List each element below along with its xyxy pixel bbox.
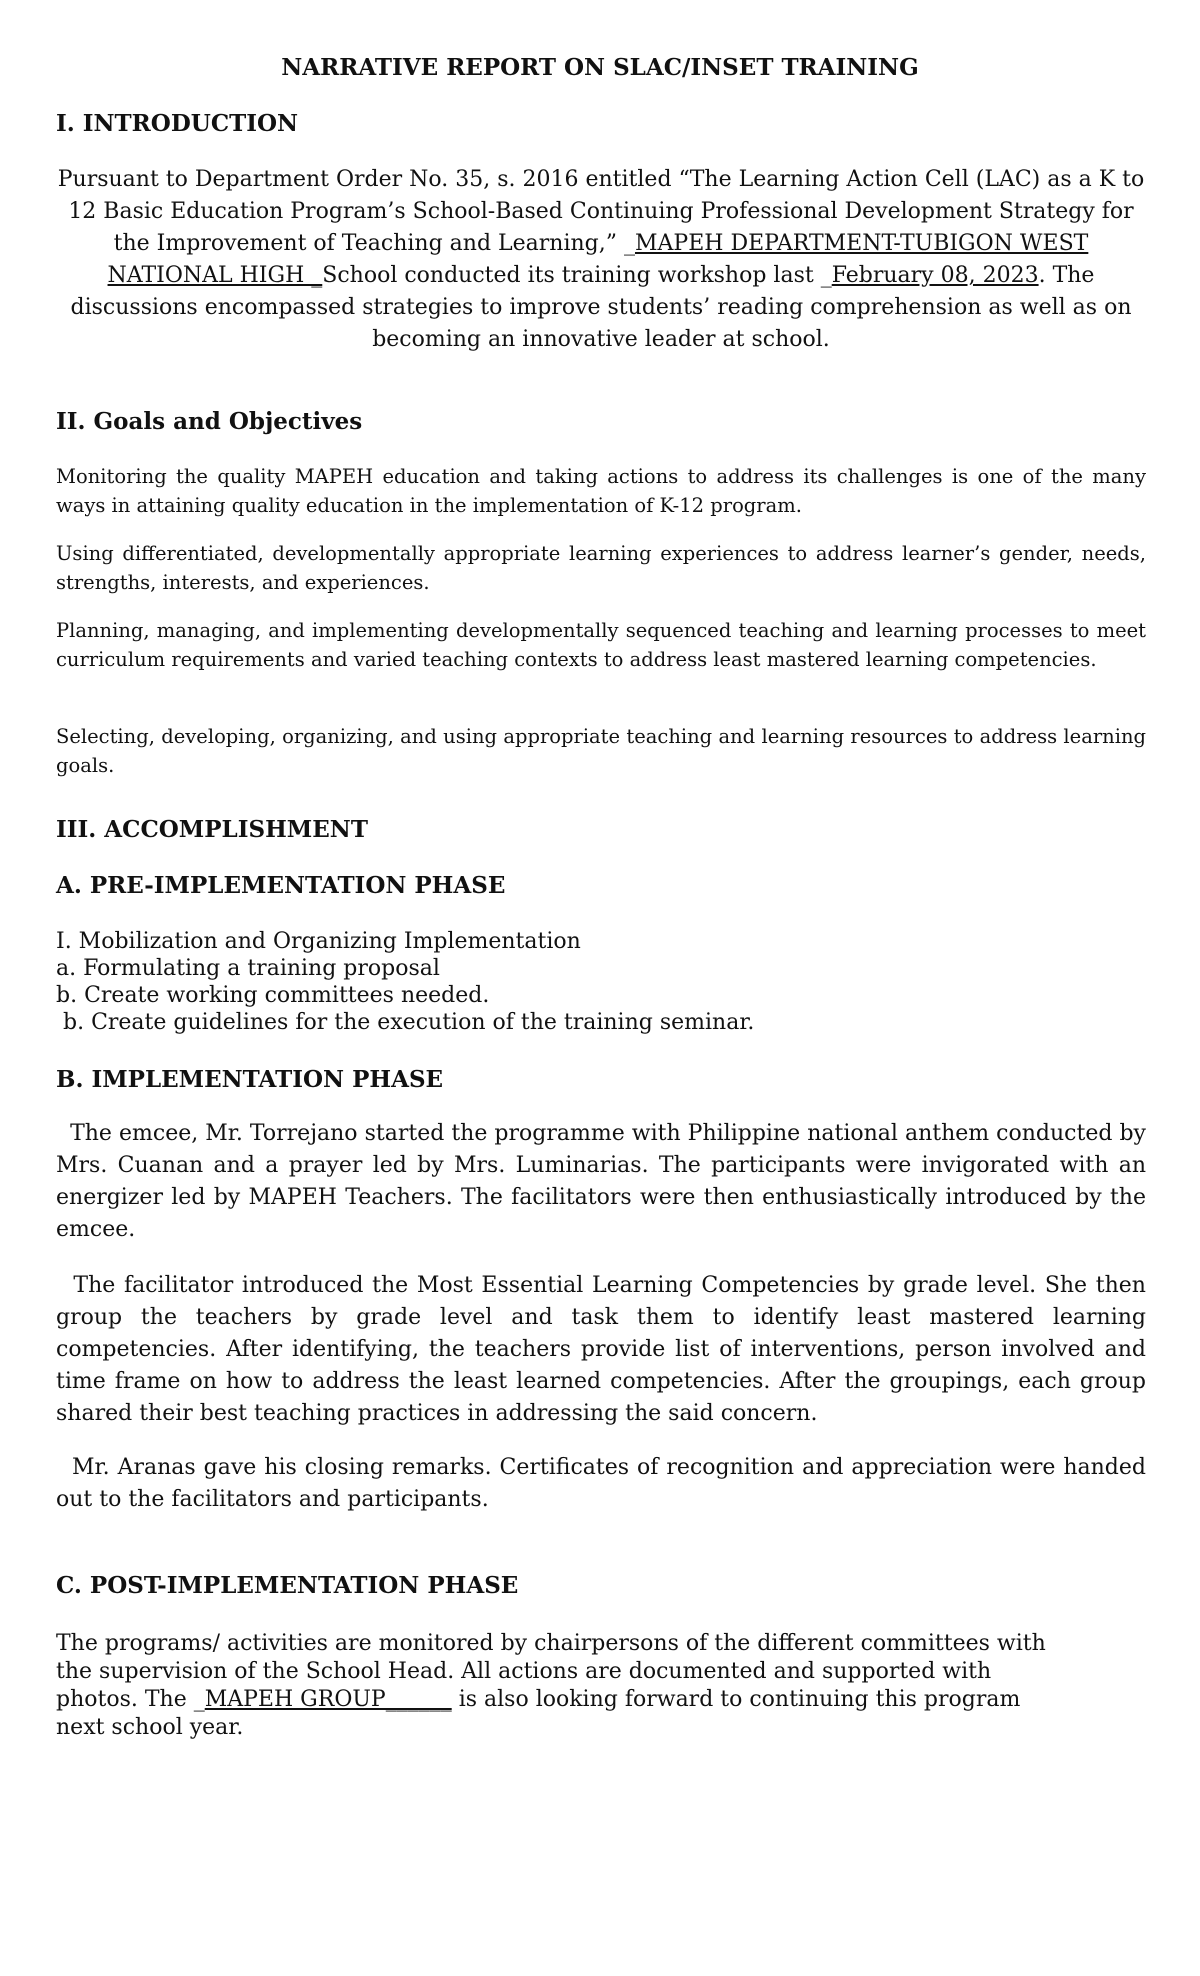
post-line-3-end: is also looking forward to continuing this program (451, 1687, 1021, 1712)
implementation-paragraph-3: Mr. Aranas gave his closing remarks. Certificates of recognition and appreciation were handed out to the facilitators and participants. (56, 1455, 1153, 1512)
goals-heading: II. Goals and Objectives (56, 408, 363, 435)
post-line-1: The programs/ activities are monitored by chairpersons of the different committees with (56, 1631, 1046, 1656)
pre-implementation-list (56, 928, 754, 1036)
goal-paragraph-2: Using differentiated, developmentally appropriate learning experiences to address learner’s gender, needs, strengths, interests, and experiences. (56, 542, 1146, 594)
introduction-paragraph (56, 164, 1146, 356)
pre-implementation-heading: A. PRE-IMPLEMENTATION PHASE (56, 872, 506, 899)
implementation-paragraph-2: The facilitator introduced the Most Essential Learning Competencies by grade level. She then group the teachers by grade level and task them to identify least mastered learning competencies. After identifying, the teachers provide list of interventions, person involved and time frame on how to address the least learned competencies. After the groupings, each group shared their best teaching practices in addressing the said concern. (56, 1273, 1153, 1426)
intro-text-middle: School conducted its training workshop last _ (322, 263, 832, 288)
group-name-fill: MAPEH GROUP______ (204, 1687, 452, 1712)
post-line-2: the supervision of the School Head. All actions are documented and supported with (56, 1659, 992, 1684)
post-line-4: next school year. (56, 1715, 244, 1740)
post-implementation-heading: C. POST-IMPLEMENTATION PHASE (56, 1572, 519, 1599)
introduction-heading: I. INTRODUCTION (56, 110, 299, 137)
goal-paragraph-1: Monitoring the quality MAPEH education and taking actions to address its challenges is one of the many ways in attaining quality education in the implementation of K-12 program. (56, 465, 1146, 517)
goal-paragraph-3: Planning, managing, and implementing developmentally sequenced teaching and learning processes to meet curriculum requirements and varied teaching contexts to address least mastered learning competencies. (56, 619, 1146, 671)
report-title: NARRATIVE REPORT ON SLAC/INSET TRAINING (281, 54, 919, 81)
list-item: b. Create working committees needed. (56, 983, 490, 1008)
list-item: b. Create guidelines for the execution of the training seminar. (56, 1010, 755, 1035)
school-name-fill: MAPEH DEPARTMENT-TUBIGON WEST NATIONAL HIGH _ (107, 231, 1089, 288)
post-line-3 (56, 1686, 1156, 1714)
list-item: I. Mobilization and Organizing Implementation (56, 929, 581, 954)
implementation-heading: B. IMPLEMENTATION PHASE (56, 1066, 444, 1093)
intro-text-end: . The discussions encompassed strategies to improve students’ reading comprehension as well as on becoming an innovative leader at school. (70, 263, 1132, 352)
implementation-paragraph-1: The emcee, Mr. Torrejano started the programme with Philippine national anthem conducted by Mrs. Cuanan and a prayer led by Mrs. Luminarias. The participants were invigorated with an energizer led by MAPEH Teachers. The facilitators were then enthusiastically introduced by the emcee. (56, 1121, 1153, 1242)
intro-text-start: Pursuant to Department Order No. 35, s. 2016 entitled “The Learning Action Cell (LAC) as a K to 12 Basic Education Program’s School-Based Continuing Professional Development Strategy for the Improvement of Teaching and Learning,” _ (57, 167, 1145, 256)
training-date-fill: February 08, 2023 (831, 263, 1039, 288)
post-implementation-paragraph (56, 1630, 1156, 1742)
accomplishment-heading: III. ACCOMPLISHMENT (56, 816, 368, 843)
list-item: a. Formulating a training proposal (56, 956, 440, 981)
goal-paragraph-4: Selecting, developing, organizing, and using appropriate teaching and learning resources to address learning goals. (56, 725, 1146, 777)
post-line-3-start: photos. The _ (56, 1687, 205, 1712)
